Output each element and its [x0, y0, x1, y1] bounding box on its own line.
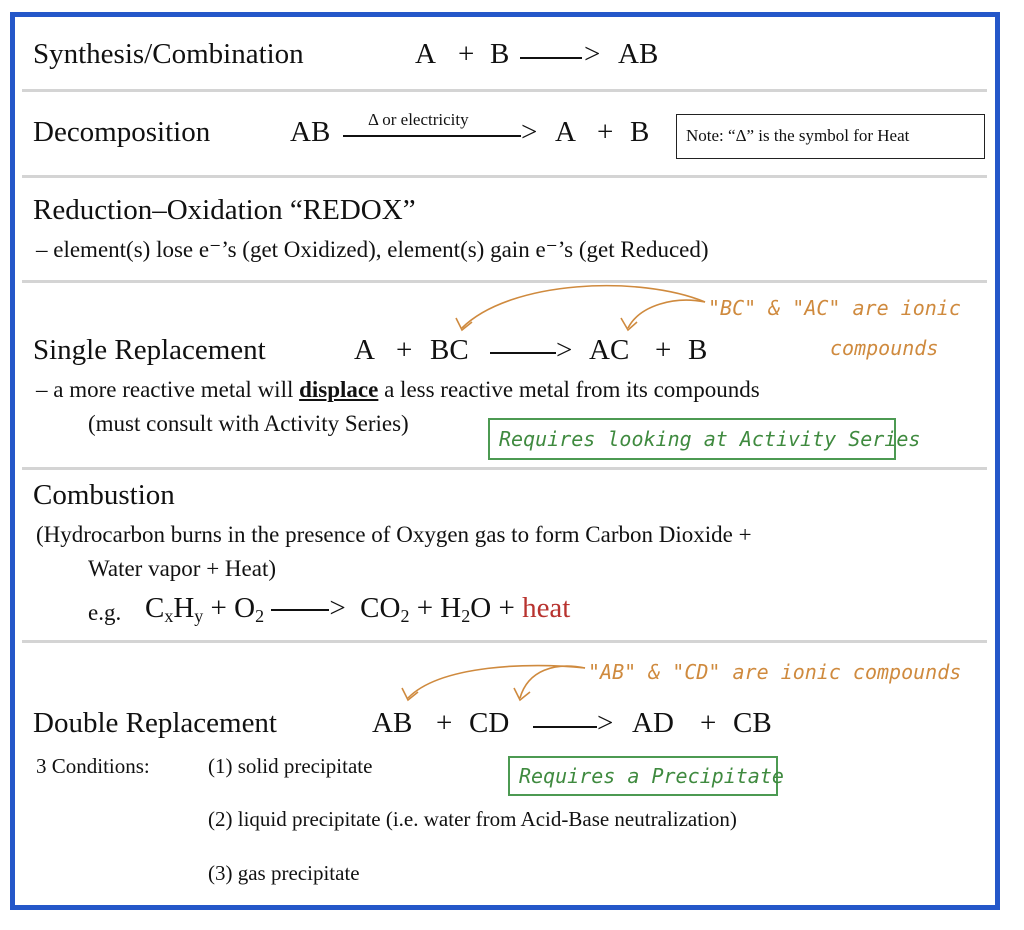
synthesis-reactant-a: A: [415, 38, 436, 70]
double-product-ad: AD: [632, 707, 674, 739]
single-description: [36, 377, 760, 403]
subscript-x: x: [164, 606, 174, 627]
plus-oxygen: + O: [210, 592, 256, 624]
synthesis-plus: +: [458, 38, 475, 70]
precipitate-box-text: Requires a Precipitate: [519, 764, 784, 788]
divider: [22, 467, 987, 470]
single-reactant-a: A: [354, 334, 375, 366]
subscript-2: 2: [255, 606, 265, 627]
double-annotation: "AB" & "CD" are ionic compounds: [588, 660, 962, 684]
plus-water-h: + H: [416, 592, 462, 624]
arrow-to-ab: [408, 666, 585, 698]
synthesis-product: AB: [618, 38, 659, 70]
decomposition-product-a: A: [555, 116, 576, 148]
single-product-ac: AC: [589, 334, 630, 366]
condition-3: (3) gas precipitate: [208, 861, 360, 885]
hydrocarbon-c: C: [145, 592, 165, 624]
decomposition-arrow-head: >: [521, 116, 538, 148]
single-reactant-bc: BC: [430, 334, 469, 366]
precipitate-box: [508, 756, 784, 796]
subscript-y: y: [194, 606, 204, 627]
synthesis-reactant-b: B: [490, 38, 510, 70]
combustion-eg: e.g.: [88, 600, 122, 625]
single-desc-emphasis: displace: [299, 377, 379, 402]
decomposition-title: Decomposition: [33, 116, 211, 148]
single-arrow-head: >: [556, 334, 573, 366]
single-desc-suffix: a less reactive metal from its compounds: [378, 377, 760, 402]
combustion-arrow-head: >: [329, 592, 346, 624]
decomposition-plus: +: [597, 116, 614, 148]
single-product-b: B: [688, 334, 708, 366]
combustion-arrow-shaft: [271, 609, 329, 611]
arrowhead-bc: [456, 318, 472, 330]
combustion-title: Combustion: [33, 479, 175, 511]
single-description-2: (must consult with Activity Series): [88, 411, 409, 436]
double-title: Double Replacement: [33, 707, 277, 739]
double-product-cb: CB: [733, 707, 772, 739]
double-arrow-shaft: [533, 726, 597, 728]
single-plus2: +: [655, 334, 672, 366]
double-reactant-ab: AB: [372, 707, 413, 739]
water-o-plus: O +: [470, 592, 515, 624]
activity-series-box: [488, 418, 921, 460]
decomposition-arrow-label: Δ or electricity: [368, 110, 469, 129]
synthesis-arrow-head: >: [584, 38, 601, 70]
condition-2: (2) liquid precipitate (i.e. water from Acid-Base neutralization): [208, 807, 737, 831]
subscript-2: 2: [400, 606, 410, 627]
double-reactant-cd: CD: [469, 707, 510, 739]
arrow-to-ac: [628, 300, 705, 328]
divider: [22, 640, 987, 643]
decomposition-reactant: AB: [290, 116, 331, 148]
activity-series-box-text: Requires looking at Activity Series: [499, 427, 921, 451]
double-plus1: +: [436, 707, 453, 739]
decomposition-product-b: B: [630, 116, 650, 148]
combustion-equation: [145, 592, 570, 625]
redox-description: – element(s) lose e⁻’s (get Oxidized), element(s) gain e⁻’s (get Reduced): [36, 237, 709, 262]
hydrocarbon-h: H: [173, 592, 195, 624]
heat-note-text: Note: “Δ” is the symbol for Heat: [686, 126, 910, 145]
subscript-2: 2: [461, 606, 471, 627]
redox-title: Reduction–Oxidation “REDOX”: [33, 194, 416, 226]
carbon-dioxide: CO: [360, 592, 401, 624]
arrow-to-bc: [462, 286, 705, 328]
single-plus1: +: [396, 334, 413, 366]
single-title: Single Replacement: [33, 334, 266, 366]
combustion-description-2: Water vapor + Heat): [88, 556, 276, 581]
heat-term: heat: [522, 592, 571, 624]
double-plus2: +: [700, 707, 717, 739]
single-annotation-line1: "BC" & "AC" are ionic: [708, 296, 961, 320]
conditions-label: 3 Conditions:: [36, 754, 150, 778]
single-annotation-line2: compounds: [830, 336, 939, 360]
synthesis-title: Synthesis/Combination: [33, 38, 304, 70]
single-desc-prefix: – a more reactive metal will: [36, 377, 300, 402]
condition-1: (1) solid precipitate: [208, 754, 373, 778]
double-arrow-head: >: [597, 707, 614, 739]
single-arrow-shaft: [490, 352, 556, 354]
combustion-description-1: (Hydrocarbon burns in the presence of Oxygen gas to form Carbon Dioxide +: [36, 522, 752, 547]
arrowhead-ab: [402, 688, 418, 700]
